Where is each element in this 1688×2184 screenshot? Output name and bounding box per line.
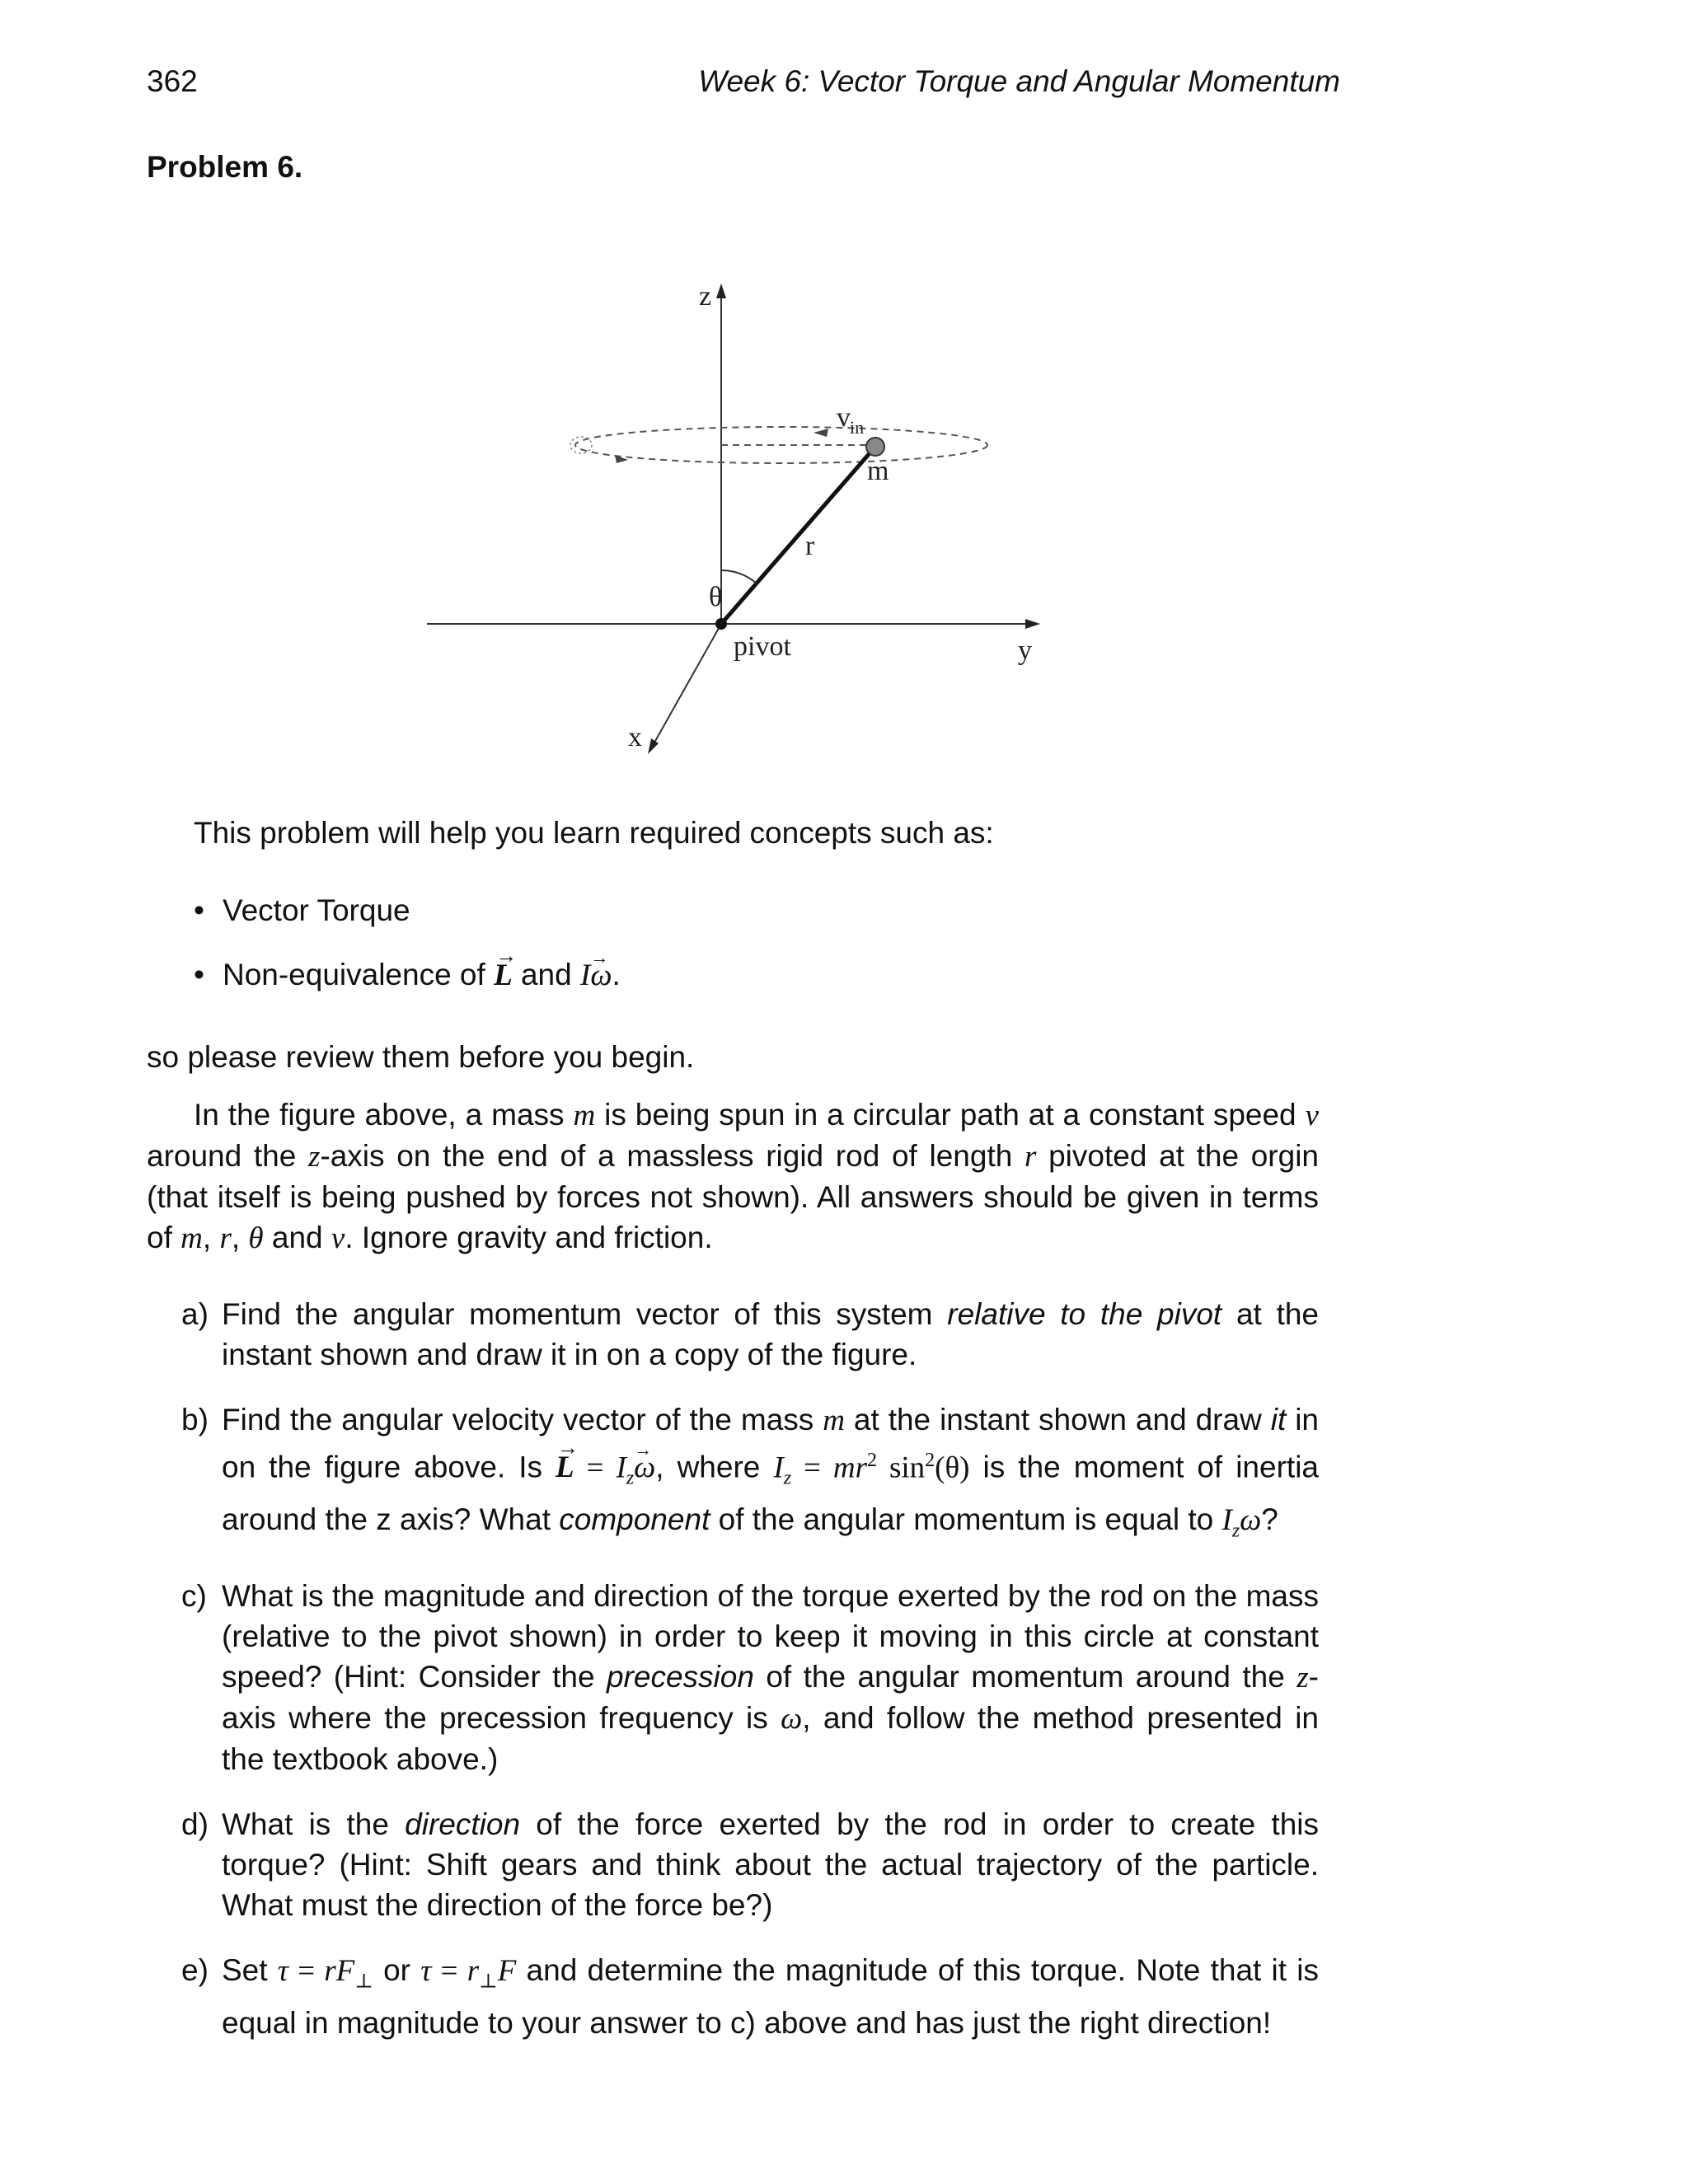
review-text: so please review them before you begin. xyxy=(147,1040,695,1074)
L-vector: L → xyxy=(556,1447,574,1488)
L-vector: L → xyxy=(494,959,513,992)
omega-vector: ω → xyxy=(590,959,612,992)
pivot-label: pivot xyxy=(734,631,791,662)
concept-list xyxy=(194,894,621,1023)
page-number: 362 xyxy=(147,64,198,98)
question-parts xyxy=(147,1294,1319,2068)
part-e: e) Set $\tau = rF_\perp$ or $\tau = r_\perp F$ and determine the magnitude of this torque. Note that it is equal in magnitude to your answer to c) above and has just the right direction! xyxy=(181,1953,1319,2040)
pendulum-figure xyxy=(412,272,1071,766)
mass-ball xyxy=(866,438,884,456)
rigid-rod xyxy=(721,447,875,624)
velocity-subscript: in xyxy=(850,417,865,438)
omega-vector: ω → xyxy=(634,1447,655,1488)
part-b: b) Find the angular velocity vector of the mass m at the instant shown and draw it in on the figure above. Is L → = $I_z\omega$ →, where $I_z = mr^2$ $\sin^2(\theta)$ is the moment of inertia around the z axis? What component of the angular momentum is equal to $I_z\omega$? xyxy=(147,1399,1319,1551)
pivot-point xyxy=(715,618,727,630)
x-axis-arrow xyxy=(648,738,659,754)
x-axis-label: x xyxy=(628,722,642,752)
theta-label: θ xyxy=(709,582,723,612)
y-axis-label: y xyxy=(1018,635,1032,666)
list-item: • Vector Torque xyxy=(194,894,621,958)
part-d: d) What is the direction of the force exerted by the rod in order to create this torque? (Hint: Shift gears and think about the actual trajectory of the particle. What must the direction of the force be?) xyxy=(181,1807,1320,1923)
mass-label: m xyxy=(867,456,889,486)
part-c: c) What is the magnitude and direction of the torque exerted by the rod on the mass (relative to the pivot shown) in order to keep it moving in this circle at constant speed? (Hint: Consider the precession of the angular momentum around the z-axis where the precession frequency is ω, and follow the method presented in the textbook above.) xyxy=(181,1579,1320,1777)
z-axis-label: z xyxy=(699,281,712,312)
problem-statement: In the figure above, a mass m is being spun in a circular path at a constant speed v around the z-axis on the end of a massless rigid rod of length r pivoted at the orgin (that itself is being pushed by forces not shown). All answers should be given in terms of m, r, θ and v. Ignore gravity and friction. xyxy=(147,1098,1320,1255)
velocity-label: v xyxy=(837,402,851,433)
intro-text: This problem will help you learn required concepts such as: xyxy=(194,816,994,850)
x-axis xyxy=(651,624,721,748)
velocity-arrow xyxy=(814,429,828,437)
rod-length-label: r xyxy=(805,531,815,561)
list-item: • Non-equivalence of L → and Iω →. xyxy=(194,958,621,1023)
theta-arc xyxy=(721,570,757,583)
z-axis-arrow xyxy=(716,284,726,298)
y-axis-arrow xyxy=(1025,619,1040,629)
problem-title: Problem 6. xyxy=(147,150,303,184)
running-head: Week 6: Vector Torque and Angular Momentum xyxy=(698,64,1340,98)
part-a: a) Find the angular momentum vector of this system relative to the pivot at the instant shown and draw it in on a copy of the figure. xyxy=(181,1297,1320,1371)
